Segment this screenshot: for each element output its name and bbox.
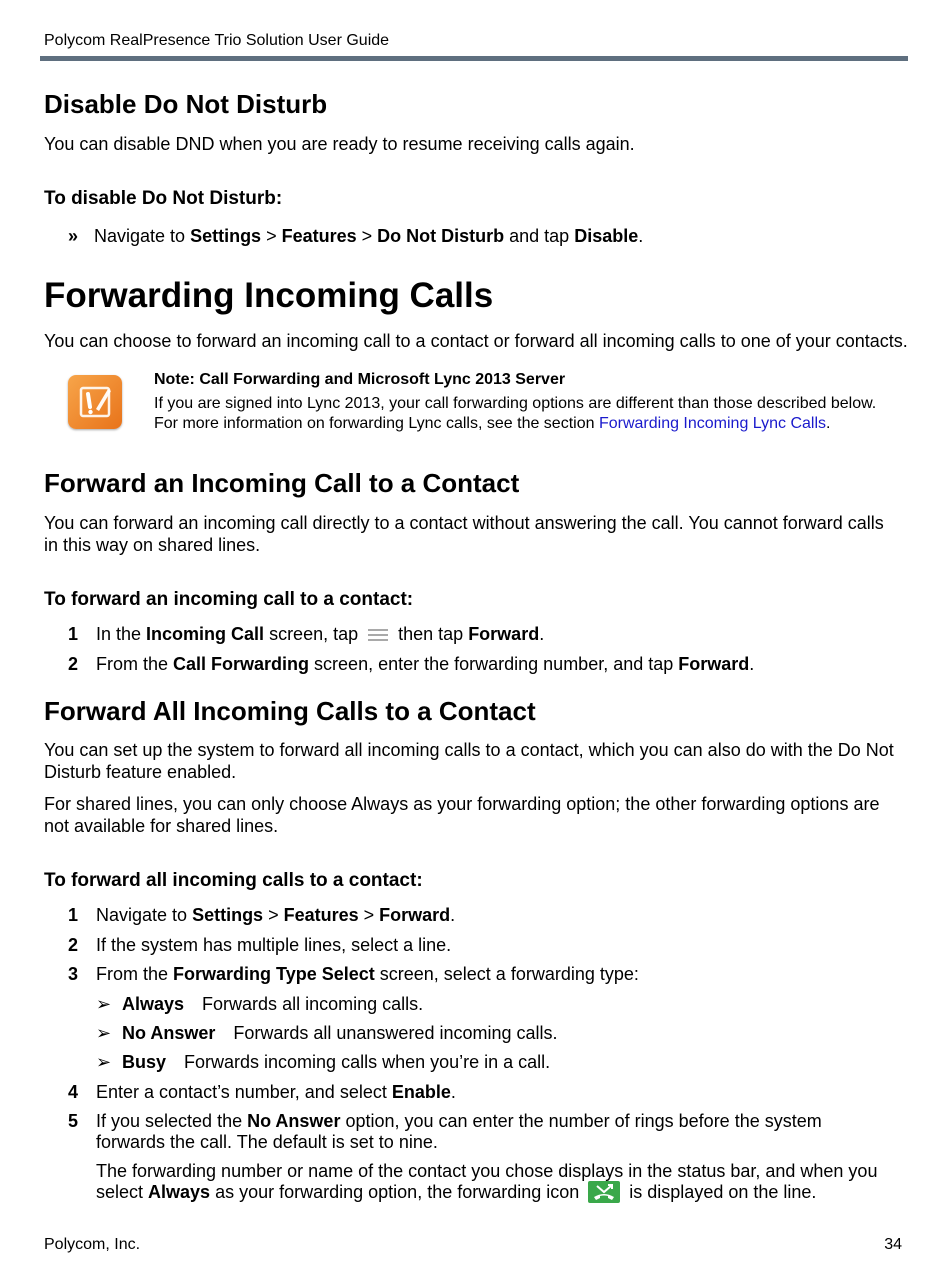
heading-disable-dnd: Disable Do Not Disturb	[44, 89, 328, 119]
note-line-1: If you are signed into Lync 2013, your call forwarding options are different than those described below.	[154, 395, 877, 412]
forward-all-intro-2: For shared lines, you can only choose Always as your forwarding option; the other forwarding options are not available for shared lines.	[44, 794, 880, 836]
procedure-title-disable-dnd: To disable Do Not Disturb:	[44, 188, 283, 209]
heading-forwarding-incoming-calls: Forwarding Incoming Calls	[44, 276, 494, 315]
note-icon	[68, 375, 122, 429]
heading-forward-incoming-call: Forward an Incoming Call to a Contact	[44, 468, 520, 498]
heading-forward-all-calls: Forward All Incoming Calls to a Contact	[44, 696, 536, 726]
procedure-title-forward-call: To forward an incoming call to a contact:	[44, 589, 414, 610]
footer-company: Polycom, Inc.	[44, 1236, 141, 1253]
forward-call-intro: You can forward an incoming call directly to a contact without answering the call. You cannot forward calls in this way on shared lines.	[44, 513, 884, 555]
note-line-2: For more information on forwarding Lync calls, see the section Forwarding Incoming Lync Calls.	[154, 415, 831, 432]
running-header: Polycom RealPresence Trio Solution User Guide	[44, 32, 390, 49]
option-busy: ➢ Busy Forwards incoming calls when you’re in a call.	[96, 1052, 551, 1072]
bullet-glyph: »	[68, 226, 79, 246]
forwarding-intro: You can choose to forward an incoming call to a contact or forward all incoming calls to one of your contacts.	[44, 331, 908, 351]
page-number: 34	[884, 1236, 902, 1253]
option-always: ➢ Always Forwards all incoming calls.	[96, 994, 424, 1014]
note-title: Note: Call Forwarding and Microsoft Lync 2013 Server	[154, 371, 566, 388]
forward-all-intro-1: You can set up the system to forward all incoming calls to a contact, which you can also do with the Do Not Disturb feature enabled.	[44, 740, 894, 782]
option-no-answer: ➢ No Answer Forwards all unanswered incoming calls.	[96, 1023, 558, 1043]
menu-lines-icon	[367, 625, 389, 639]
header-rule	[40, 56, 908, 61]
disable-dnd-step-text: Navigate to Settings > Features > Do Not Disturb and tap Disable.	[94, 226, 644, 246]
call-forward-icon	[588, 1181, 620, 1203]
procedure-title-forward-all: To forward all incoming calls to a contact:	[44, 870, 423, 891]
disable-dnd-intro: You can disable DND when you are ready to resume receiving calls again.	[44, 134, 635, 154]
note-body	[154, 394, 914, 434]
lync-forwarding-link[interactable]: Forwarding Incoming Lync Calls	[598, 415, 827, 432]
